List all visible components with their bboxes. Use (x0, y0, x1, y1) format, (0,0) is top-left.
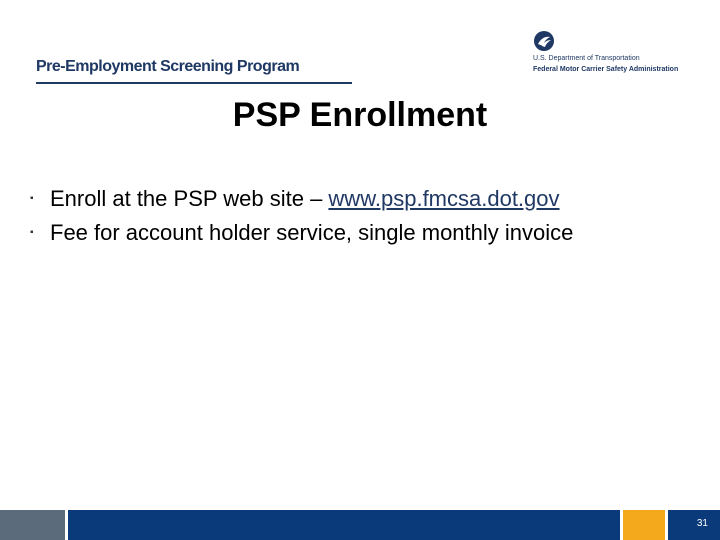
header-divider (36, 82, 352, 84)
bullet-text: Fee for account holder service, single monthly invoice (50, 220, 574, 245)
bullet-list (30, 182, 573, 250)
footer-segment-gray (0, 510, 65, 540)
bullet-item (30, 182, 573, 216)
page-number: 31 (696, 518, 708, 529)
bullet-item (30, 216, 573, 250)
bullet-marker: ▪ (30, 193, 34, 204)
logo-department-text: U.S. Department of Transportation (533, 55, 640, 62)
bullet-text: Enroll at the PSP web site – (50, 186, 329, 211)
footer-bar (0, 510, 720, 540)
psp-website-link[interactable]: www.psp.fmcsa.dot.gov (328, 186, 560, 211)
program-title: Pre-Employment Screening Program (36, 58, 300, 75)
bullet-marker: ▪ (30, 227, 34, 238)
footer-segment-gold (623, 510, 665, 540)
logo-agency-text: Federal Motor Carrier Safety Administration (533, 66, 679, 73)
slide-title: PSP Enrollment (232, 96, 488, 134)
dot-emblem-icon (533, 30, 555, 52)
dot-fmcsa-logo (533, 30, 693, 80)
footer-segment-blue (68, 510, 620, 540)
